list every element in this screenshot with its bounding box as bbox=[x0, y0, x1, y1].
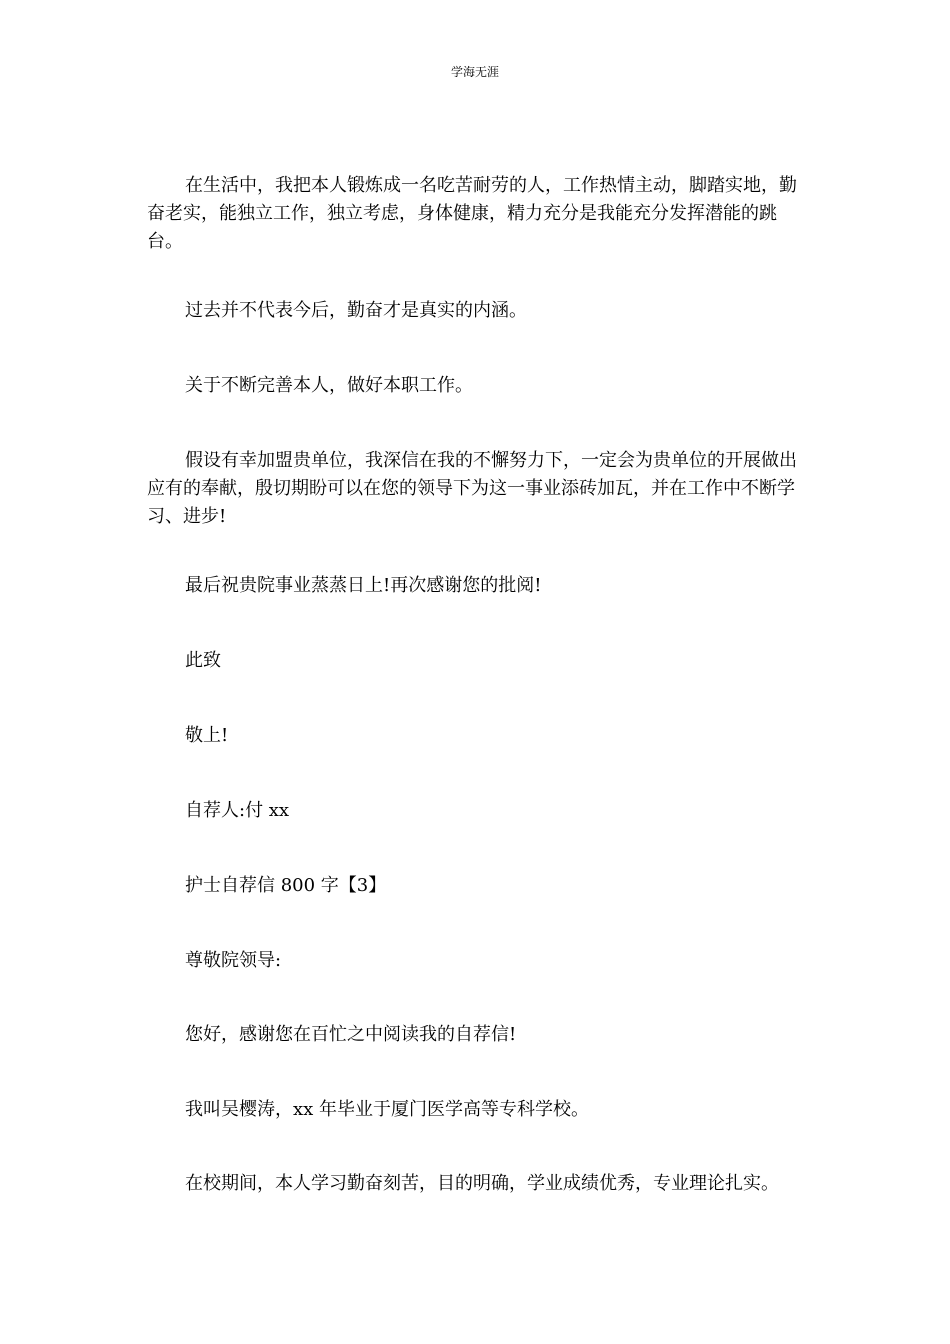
signature-line: 自荐人:付 xx bbox=[185, 800, 290, 821]
paragraph-life: 在生活中，我把本人锻炼成一名吃苦耐劳的人，工作热情主动，脚踏实地，勤奋老实，能独立工作，独立考虑，身体健康，精力充分是我能充分发挥潜能的跳台。 bbox=[147, 175, 797, 252]
paragraph-improve: 关于不断完善本人，做好本职工作。 bbox=[185, 375, 473, 396]
greeting-leaders: 尊敬院领导: bbox=[185, 950, 282, 971]
paragraph-past: 过去并不代表今后，勤奋才是真实的内涵。 bbox=[185, 300, 527, 321]
paragraph-closing-wish: 最后祝贵院事业蒸蒸日上!再次感谢您的批阅! bbox=[185, 575, 542, 596]
section-title: 护士自荐信 800 字【3】 bbox=[185, 875, 387, 896]
paragraph-school: 在校期间，本人学习勤奋刻苦，目的明确，学业成绩优秀，专业理论扎实。 bbox=[185, 1173, 779, 1194]
salutation-jingshang: 敬上! bbox=[185, 725, 229, 746]
paragraph-join: 假设有幸加盟贵单位，我深信在我的不懈努力下，一定会为贵单位的开展做出应有的奉献，殷切期盼可以在您的领导下为这一事业添砖加瓦，并在工作中不断学习、进步! bbox=[147, 450, 797, 527]
page-header: 学海无涯 bbox=[450, 65, 499, 79]
paragraph-thanks: 您好，感谢您在百忙之中阅读我的自荐信! bbox=[185, 1024, 517, 1045]
salutation-cizhi: 此致 bbox=[185, 650, 221, 671]
paragraph-intro: 我叫吴樱涛，xx 年毕业于厦门医学高等专科学校。 bbox=[185, 1099, 590, 1120]
